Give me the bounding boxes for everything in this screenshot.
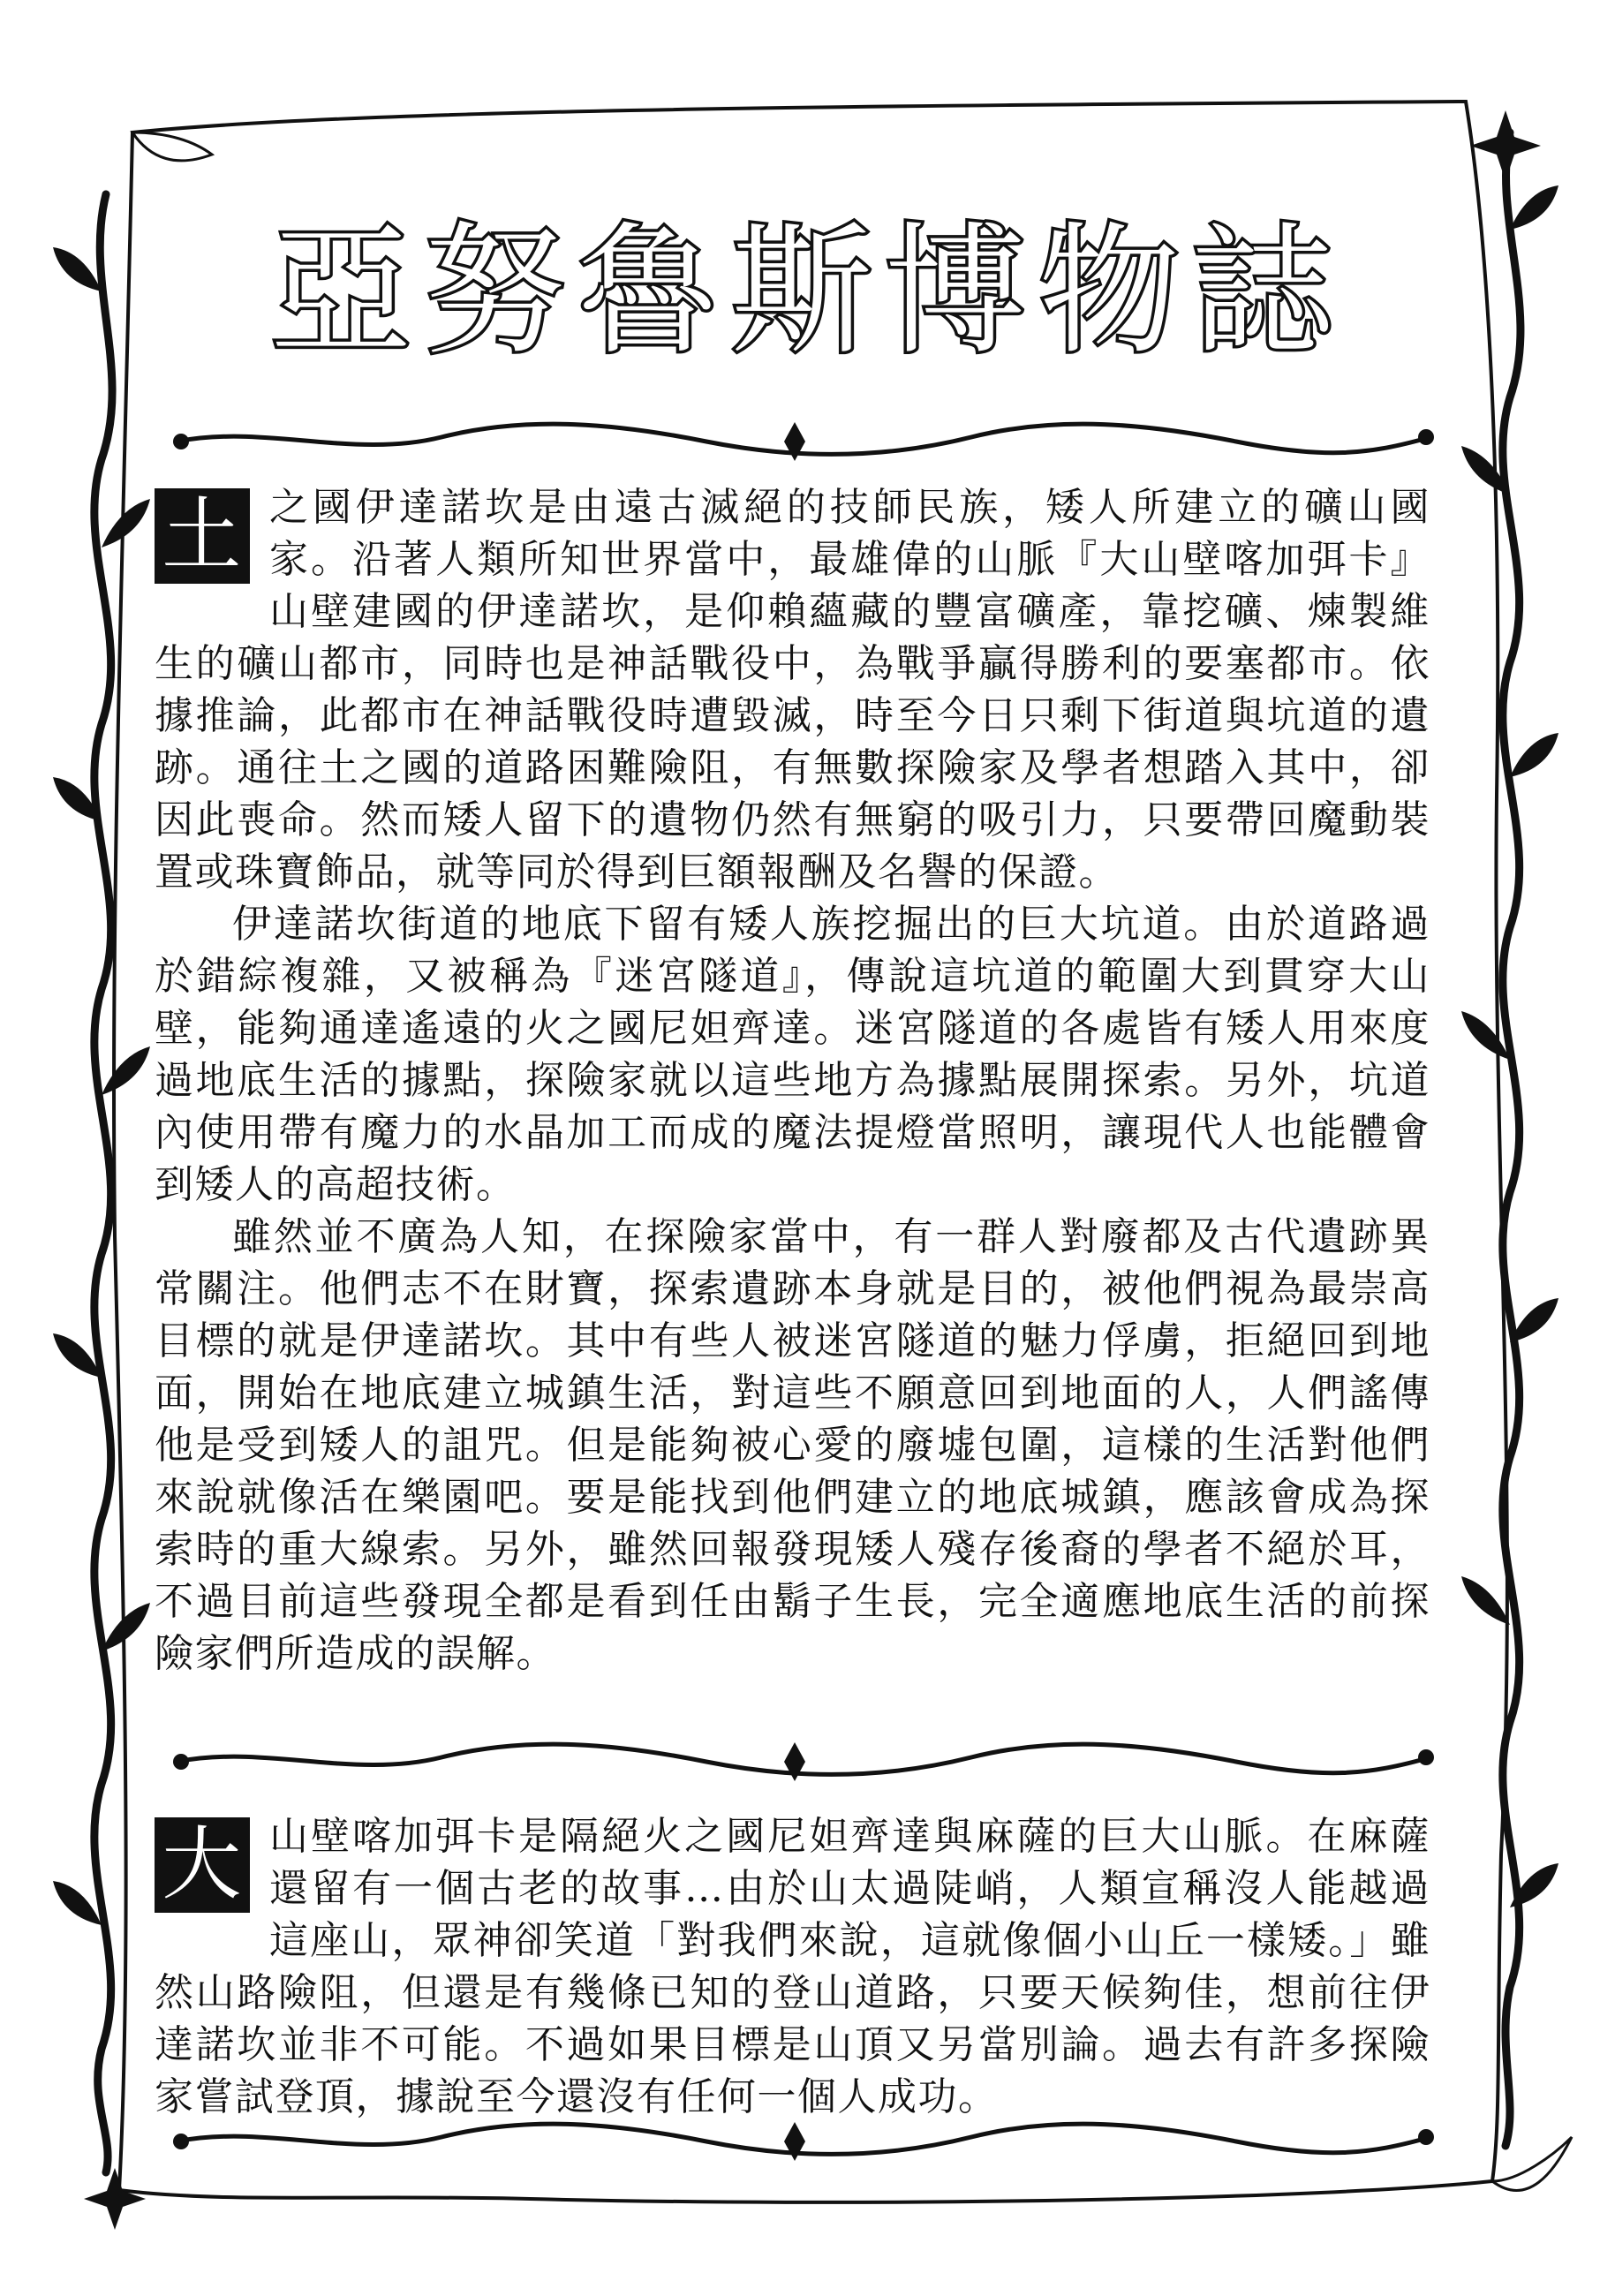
paragraph <box>155 1810 1430 2123</box>
dropcap: 土 <box>155 488 250 584</box>
page-title <box>212 199 1404 375</box>
paragraph: 伊達諾坎街道的地底下留有矮人族挖掘出的巨大坑道。由於道路過於錯綜複雜，又被稱為『迷宮隧道』，傳說這坑道的範圍大到貫穿大山壁，能夠通達遙遠的火之國尼妲齊達。迷宮隧道的各處皆有矮人用來度過地底生活的據點，探險家就以這些地方為據點展開探索。另外，坑道內使用帶有魔力的水晶加工而成的魔法提燈當照明，讓現代人也能體會到矮人的高超技術。 <box>155 902 1430 1207</box>
paragraph: 雖然並不廣為人知，在探險家當中，有一群人對廢都及古代遺跡異常關注。他們志不在財寶，探索遺跡本身就是目的，被他們視為最崇高目標的就是伊達諾坎。其中有些人被迷宮隧道的魅力俘虜，拒絕回到地面，開始在地底建立城鎮生活，對這些不願意回到地面的人，人們謠傳他是受到矮人的詛咒。但是能夠被心愛的廢墟包圍，這樣的生活對他們來說就像活在樂園吧。要是能找到他們建立的地底城鎮，應該會成為探索時的重大線索。另外，雖然回報發現矮人殘存後裔的學者不絕於耳，不過目前這些發現全都是看到任由鬍子生長，完全適應地底生活的前探險家們所造成的誤解。 <box>155 1214 1430 1676</box>
section-great-mountain-wall <box>155 1810 1430 2123</box>
section-earth-kingdom <box>155 481 1430 1680</box>
paragraph <box>155 481 1430 898</box>
paragraph-text: 之國伊達諾坎是由遠古滅絕的技師民族，矮人所建立的礦山國家。沿著人類所知世界當中，最雄偉的山脈『大山壁喀加弭卡』山壁建國的伊達諾坎，是仰賴蘊藏的豐富礦產，靠挖礦、煉製維生的礦山都市，同時也是神話戰役中，為戰爭贏得勝利的要塞都市。依據推論，此都市在神話戰役時遭毀滅，時至今日只剩下街道與坑道的遺跡。通往土之國的道路困難險阻，有無數探險家及學者想踏入其中，卻因此喪命。然而矮人留下的遺物仍然有無窮的吸引力，只要帶回魔動裝置或珠寶飾品，就等同於得到巨額報酬及名譽的保證。 <box>155 485 1430 895</box>
page-title-text: 亞努魯斯博物誌 <box>269 208 1347 374</box>
dropcap: 大 <box>155 1817 250 1913</box>
paragraph-text: 山壁喀加弭卡是隔絕火之國尼妲齊達與麻薩的巨大山脈。在麻薩還留有一個古老的故事…由於山太過陡峭，人類宣稱沒人能越過這座山，眾神卻笑道「對我們來說，這就像個小山丘一樣矮。」雖然山路險阻，但還是有幾條已知的登山道路，只要天候夠佳，想前往伊達諾坎並非不可能。不過如果目標是山頂又另當別論。過去有許多探險家嘗試登頂，據說至今還沒有任何一個人成功。 <box>155 1814 1430 2119</box>
